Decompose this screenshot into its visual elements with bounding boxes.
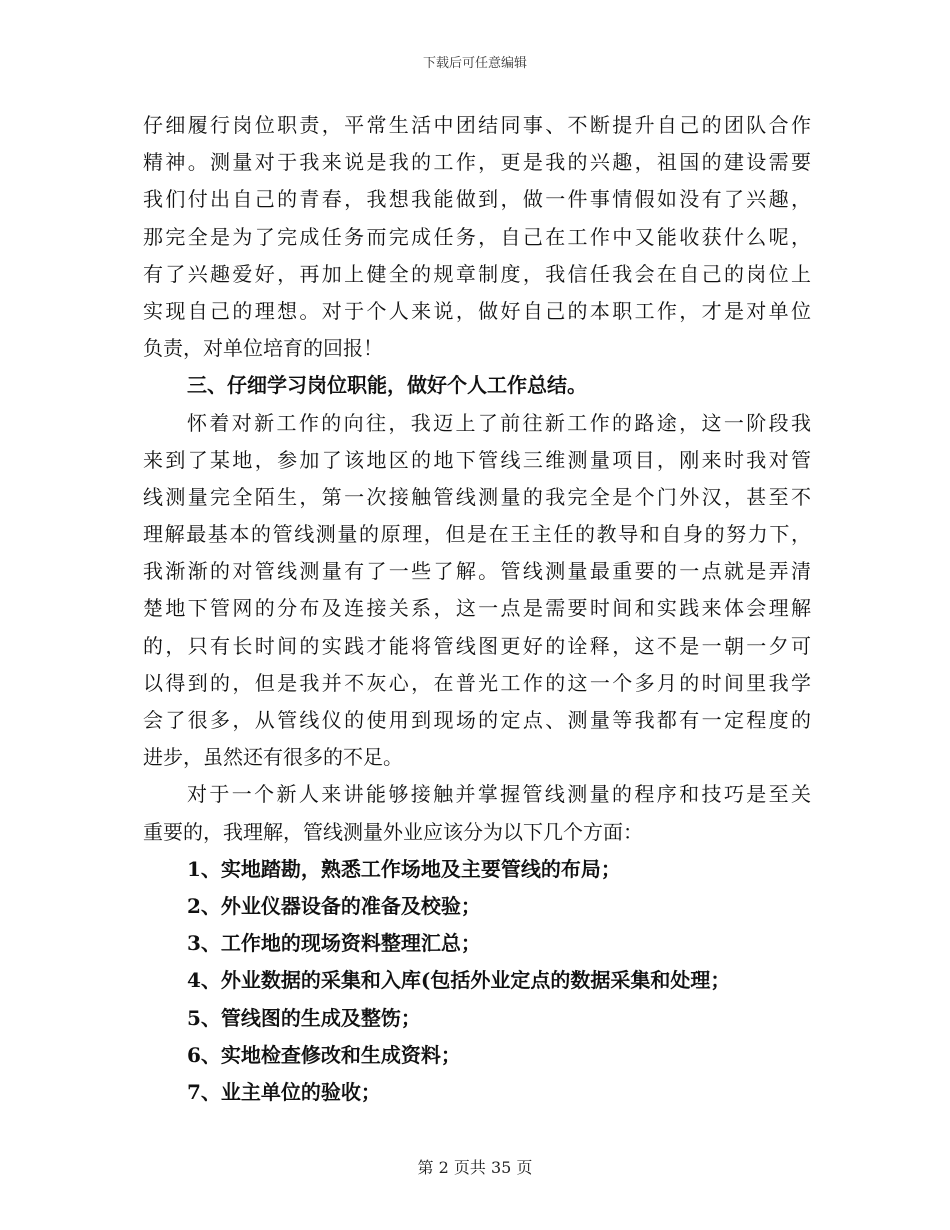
- text-line: 楚地下管网的分布及连接关系，这一点是需要时间和实践来体会理解: [143, 596, 811, 621]
- text-line: 的，只有长时间的实践才能将管线图更好的诠释，这不是一朝一夕可: [143, 633, 811, 658]
- text-line: 仔细履行岗位职责，平常生活中团结同事、不断提升自己的团队合作: [143, 113, 811, 137]
- text-line: 负责，对单位培育的回报！: [143, 336, 383, 361]
- list-item: 7、业主单位的验收；: [187, 1079, 381, 1104]
- list-item: 5、管线图的生成及整饬；: [187, 1005, 421, 1030]
- text-line: 来到了某地，参加了该地区的地下管线三维测量项目，刚来时我对管: [143, 447, 811, 472]
- text-line: 那完全是为了完成任务而完成任务，自己在工作中又能收获什么呢，: [143, 224, 811, 249]
- list-item: 3、工作地的现场资料整理汇总；: [187, 931, 481, 956]
- list-item: 4、外业数据的采集和入库(包括外业定点的数据采集和处理；: [187, 968, 731, 993]
- text-line: 理解最基本的管线测量的原理，但是在王主任的教导和自身的努力下，: [143, 522, 811, 547]
- text-line: 线测量完全陌生，第一次接触管线测量的我完全是个门外汉，甚至不: [143, 484, 811, 509]
- text-line: 我们付出自己的青春，我想我能做到，做一件事情假如没有了兴趣，: [143, 187, 811, 212]
- numbered-list: [143, 851, 811, 1111]
- text-line: 以得到的，但是我并不灰心，在普光工作的这一个多月的时间里我学: [143, 670, 811, 695]
- text-line: 实现自己的理想。对于个人来说，做好自己的本职工作，才是对单位: [143, 298, 811, 323]
- list-item: 2、外业仪器设备的准备及校验；: [187, 893, 481, 918]
- paragraph-1: [143, 107, 811, 367]
- text-line: 进步，虽然还有很多的不足。: [143, 745, 403, 770]
- section-heading: 三、仔细学习岗位职能，做好个人工作总结。: [187, 373, 587, 398]
- page-footer: 第 2 页共 35 页: [417, 1158, 533, 1177]
- text-line: 我渐渐的对管线测量有了一些了解。管线测量最重要的一点就是弄清: [143, 559, 811, 584]
- text-line: 会了很多，从管线仪的使用到现场的定点、测量等我都有一定程度的: [143, 708, 811, 732]
- document-body: [143, 107, 811, 1111]
- list-item: 1、实地踏勘，熟悉工作场地及主要管线的布局；: [187, 856, 621, 881]
- page-header: 下载后可任意编辑: [422, 56, 527, 71]
- text-line: 怀着对新工作的向往，我迈上了前往新工作的路途，这一阶段我: [187, 410, 811, 435]
- text-line: 对于一个新人来讲能够接触并掌握管线测量的程序和技巧是至关: [187, 782, 811, 807]
- text-line: 重要的，我理解，管线测量外业应该分为以下几个方面：: [143, 819, 643, 844]
- paragraph-2: [143, 405, 811, 777]
- paragraph-3: [143, 776, 811, 850]
- text-line: 有了兴趣爱好，再加上健全的规章制度，我信任我会在自己的岗位上: [143, 261, 811, 286]
- list-item: 6、实地检查修改和生成资料；: [187, 1042, 461, 1067]
- text-line: 精神。测量对于我来说是我的工作，更是我的兴趣，祖国的建设需要: [143, 150, 811, 175]
